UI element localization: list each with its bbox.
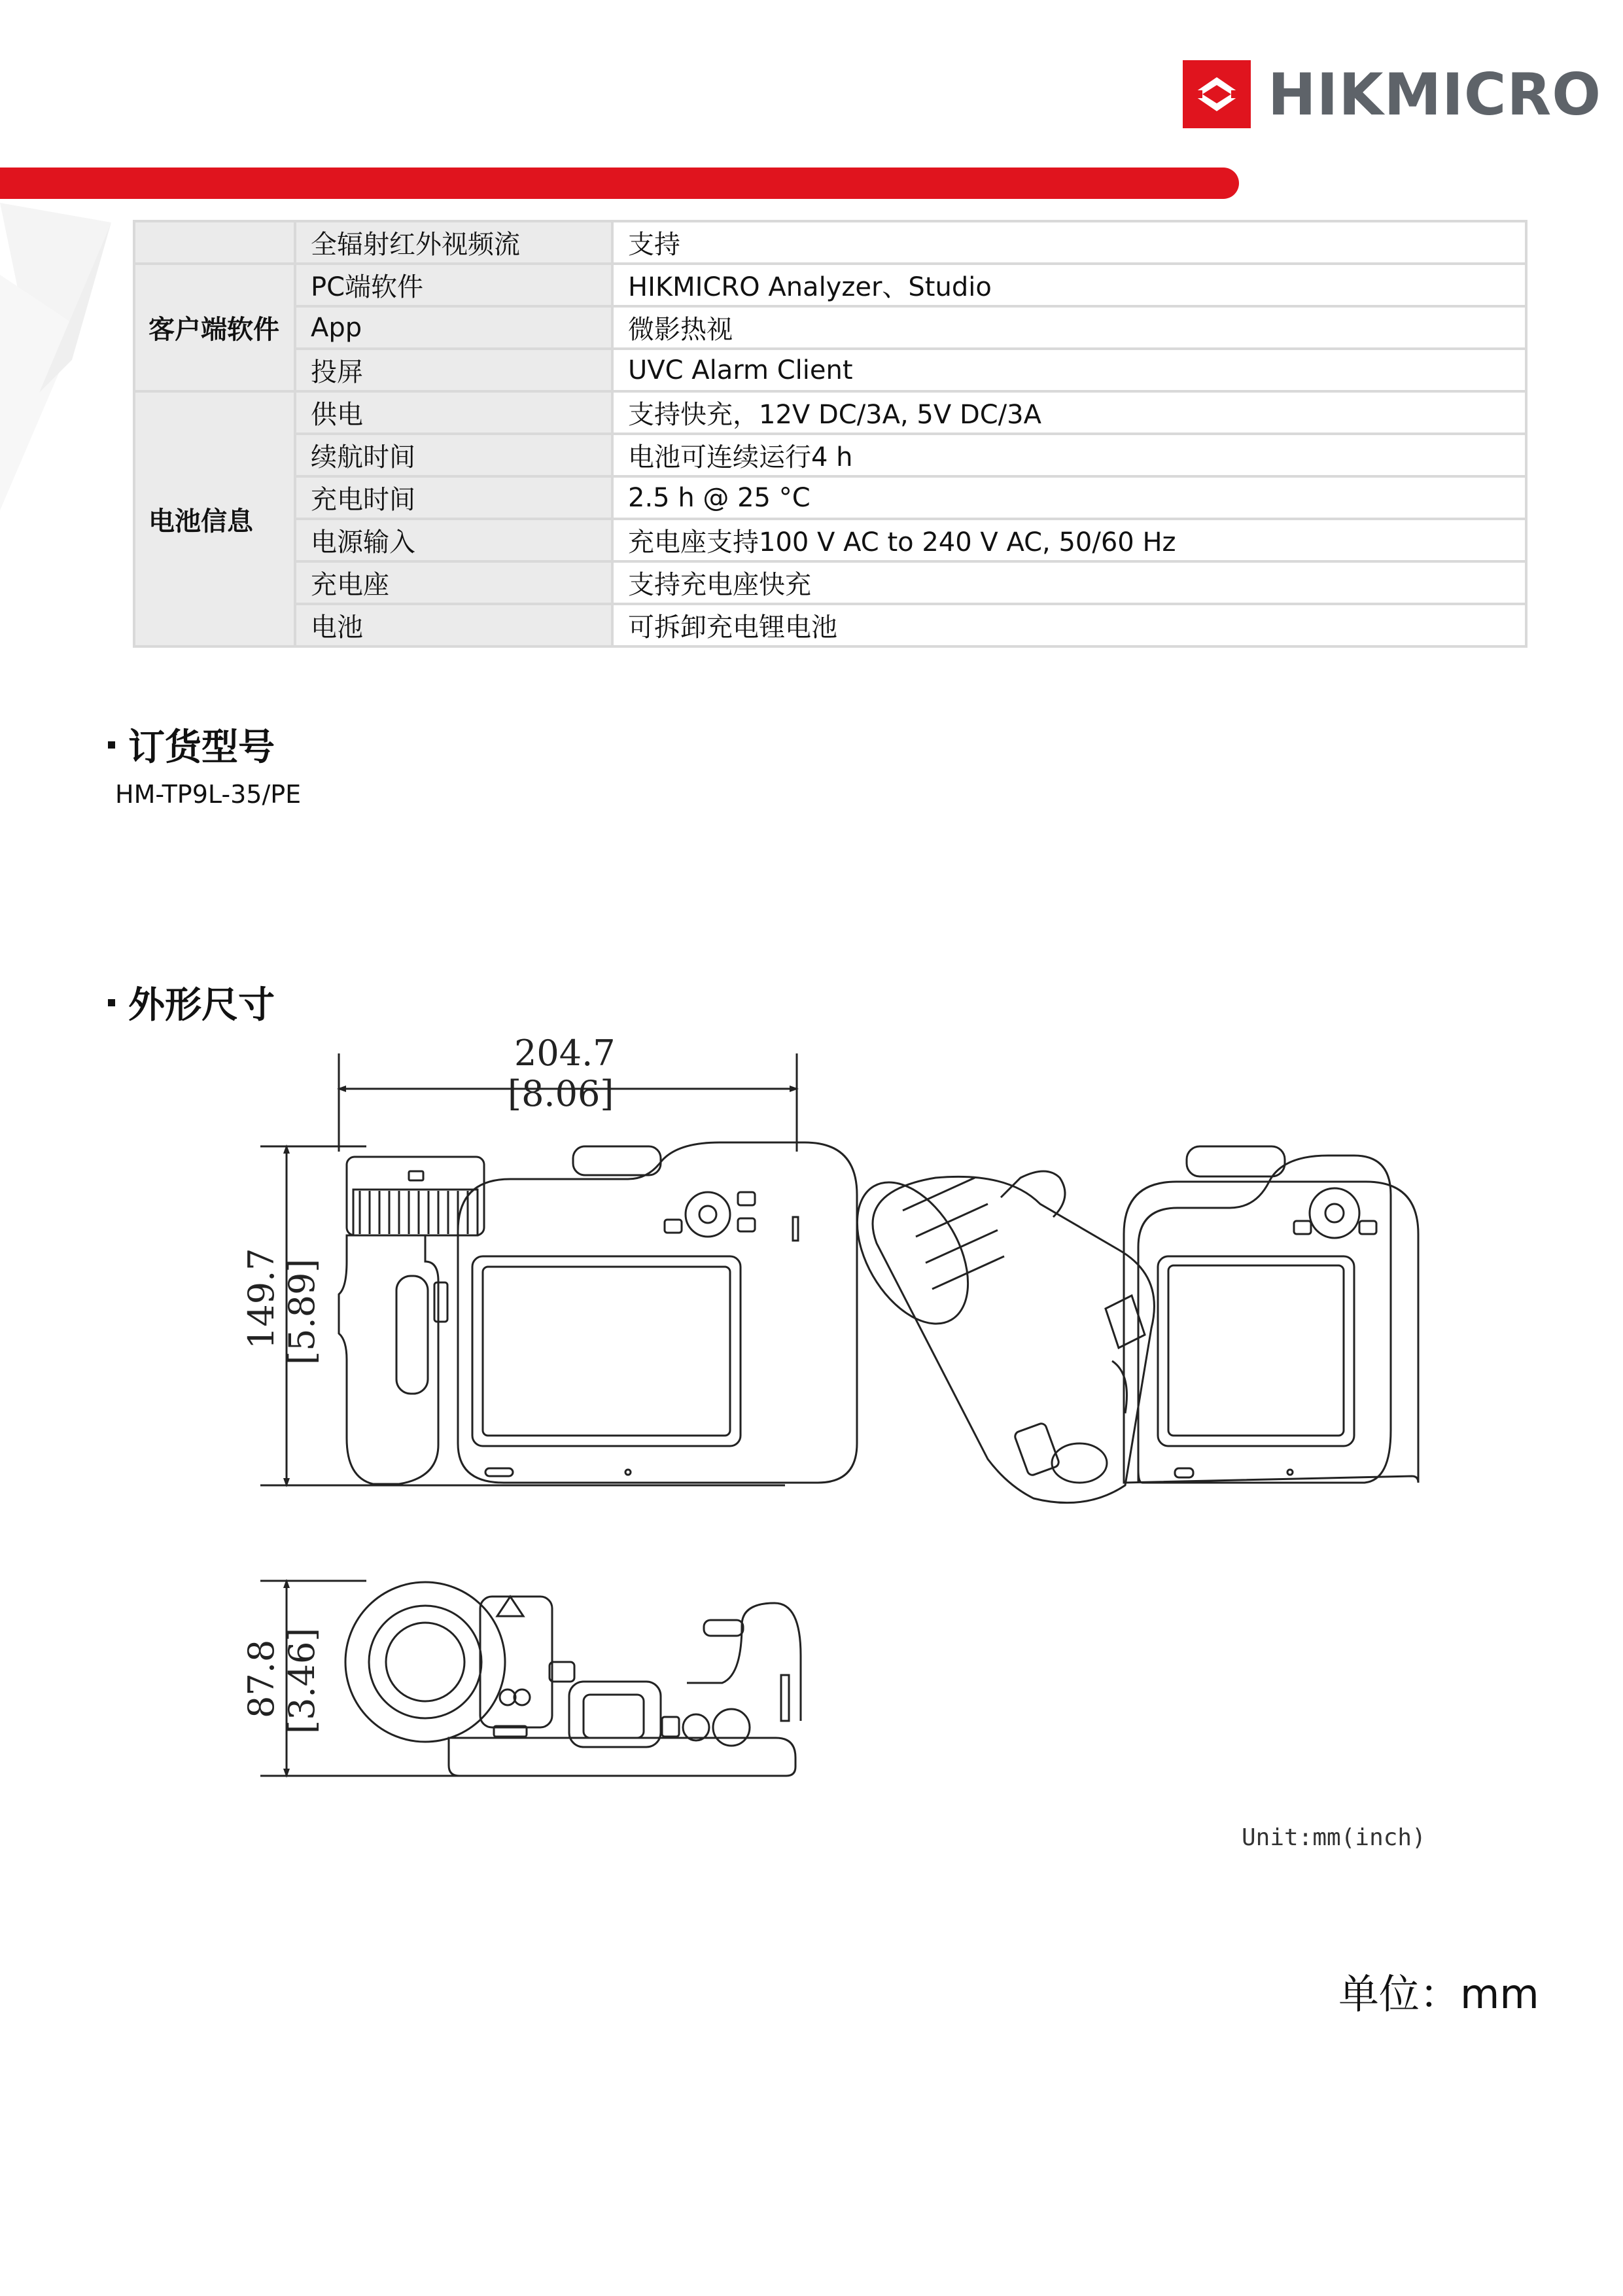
spec-value: 可拆卸充电锂电池 xyxy=(612,604,1526,646)
depth-mm-label: 87.8 xyxy=(241,1639,282,1718)
spec-name: 充电时间 xyxy=(295,476,612,519)
spec-name: App xyxy=(295,306,612,349)
rear-view-drawing xyxy=(834,1146,1418,1503)
unit-note: Unit:mm(inch) xyxy=(1242,1824,1426,1851)
model-number: HM-TP9L-35/PE xyxy=(115,780,302,809)
dimensions-heading-text: 外形尺寸 xyxy=(128,984,275,1027)
depth-inch-label: [3.46] xyxy=(281,1627,323,1734)
height-inch-label: [5.89] xyxy=(281,1258,323,1365)
width-inch-label: [8.06] xyxy=(508,1073,614,1114)
spec-name: 供电 xyxy=(295,391,612,434)
top-view-drawing xyxy=(260,1581,801,1776)
spec-value: 充电座支持100 V AC to 240 V AC, 50/60 Hz xyxy=(612,519,1526,561)
group-title-client-software: 客户端软件 xyxy=(134,264,295,391)
spec-value: 支持充电座快充 xyxy=(612,561,1526,604)
unit-label: 单位：mm xyxy=(1338,1970,1539,2018)
spec-value: HIKMICRO Analyzer、Studio xyxy=(612,264,1526,306)
spec-name: 电池 xyxy=(295,604,612,646)
spec-value: 电池可连续运行4 h xyxy=(612,434,1526,476)
spec-name: 续航时间 xyxy=(295,434,612,476)
spec-value: 支持 xyxy=(612,221,1526,264)
spec-name: 投屏 xyxy=(295,349,612,391)
front-view-drawing xyxy=(260,1053,857,1485)
spec-name: PC端软件 xyxy=(295,264,612,306)
spec-value: 微影热视 xyxy=(612,306,1526,349)
brand-name: HIKMICRO xyxy=(1268,60,1602,128)
width-mm-label: 204.7 xyxy=(514,1033,616,1074)
group-title-battery-info: 电池信息 xyxy=(134,391,295,646)
spec-value: 2.5 h @ 25 °C xyxy=(612,476,1526,519)
spec-value: 支持快充，12V DC/3A, 5V DC/3A xyxy=(612,391,1526,434)
spec-name: 充电座 xyxy=(295,561,612,604)
order-heading-text: 订货型号 xyxy=(128,726,275,769)
spec-value: UVC Alarm Client xyxy=(612,349,1526,391)
height-mm-label: 149.7 xyxy=(241,1248,282,1349)
spec-name: 电源输入 xyxy=(295,519,612,561)
spec-name: 全辐射红外视频流 xyxy=(295,221,612,264)
